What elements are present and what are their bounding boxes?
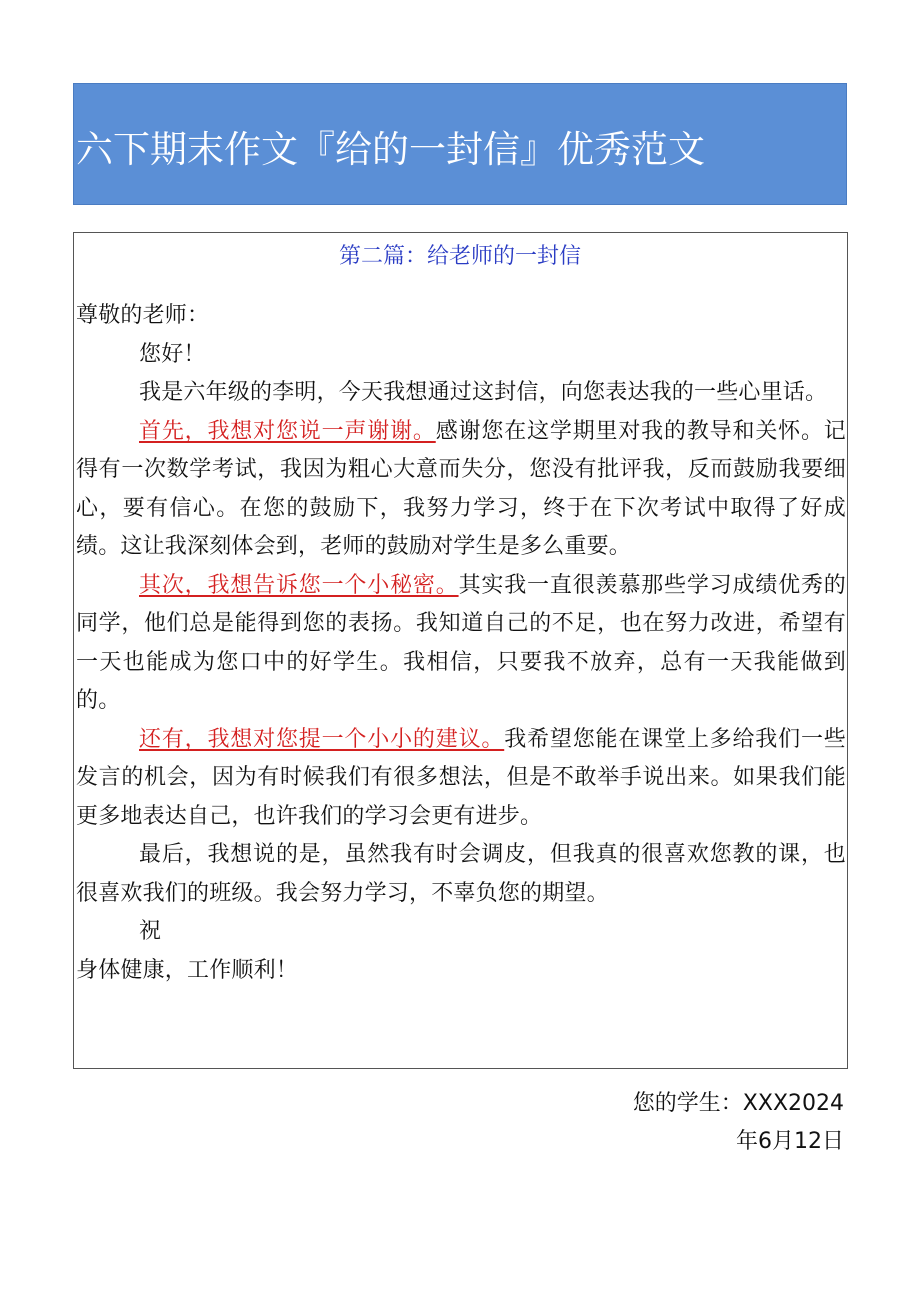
signature-date: 年6月12日 <box>736 1129 844 1154</box>
paragraph-secret-text: 其实我一直很羡慕那些学习成绩优秀的同学，他们总是能得到您的表扬。我知道自己的不足，也在努力改进，希望有一天也能成为您口中的好学生。我相信，只要我不放弃，总有一天我能做到的。 <box>76 572 846 713</box>
intro-paragraph: 我是六年级的李明，今天我想通过这封信，向您表达我的一些心里话。 <box>139 380 828 405</box>
letter-subtitle: 第二篇：给老师的一封信 <box>338 244 581 269</box>
signature-name: 您的学生：XXX2024 <box>632 1091 844 1116</box>
paragraph-thanks-text: 感谢您在这学期里对我的教导和关怀。记得有一次数学考试，我因为粗心大意而失分，您没有批评我，反而鼓励我要细心，要有信心。在您的鼓励下，我努力学习，终于在下次考试中取得了好成绩。这让我深刻体会到，老师的鼓励对学生是多么重要。 <box>76 418 846 559</box>
paragraph-thanks <box>76 413 846 567</box>
title-banner <box>73 83 847 205</box>
signature-block <box>544 1085 844 1161</box>
highlight-thanks: 首先，我想对您说一声谢谢。 <box>139 418 436 444</box>
salutation: 尊敬的老师： <box>76 303 210 328</box>
wish: 身体健康，工作顺利！ <box>76 957 299 983</box>
highlight-secret: 其次，我想告诉您一个小秘密。 <box>139 572 459 598</box>
letter-body <box>76 297 846 990</box>
paragraph-final: 最后，我想说的是，虽然我有时会调皮，但我真的很喜欢您教的课，也很喜欢我们的班级。我会努力学习，不辜负您的期望。 <box>76 842 846 906</box>
closing: 祝 <box>139 919 162 944</box>
greeting: 您好！ <box>139 341 206 367</box>
paragraph-suggestion <box>76 721 846 837</box>
highlight-suggestion: 还有，我想对您提一个小小的建议。 <box>139 726 505 752</box>
page-title: 六下期末作文『给的一封信』优秀范文 <box>76 128 705 171</box>
paragraph-secret <box>76 567 846 721</box>
paragraph-suggestion-text: 我希望您能在课堂上多给我们一些发言的机会，因为有时候我们有很多想法，但是不敢举手说出来。如果我们能更多地表达自己，也许我们的学习会更有进步。 <box>76 726 846 829</box>
